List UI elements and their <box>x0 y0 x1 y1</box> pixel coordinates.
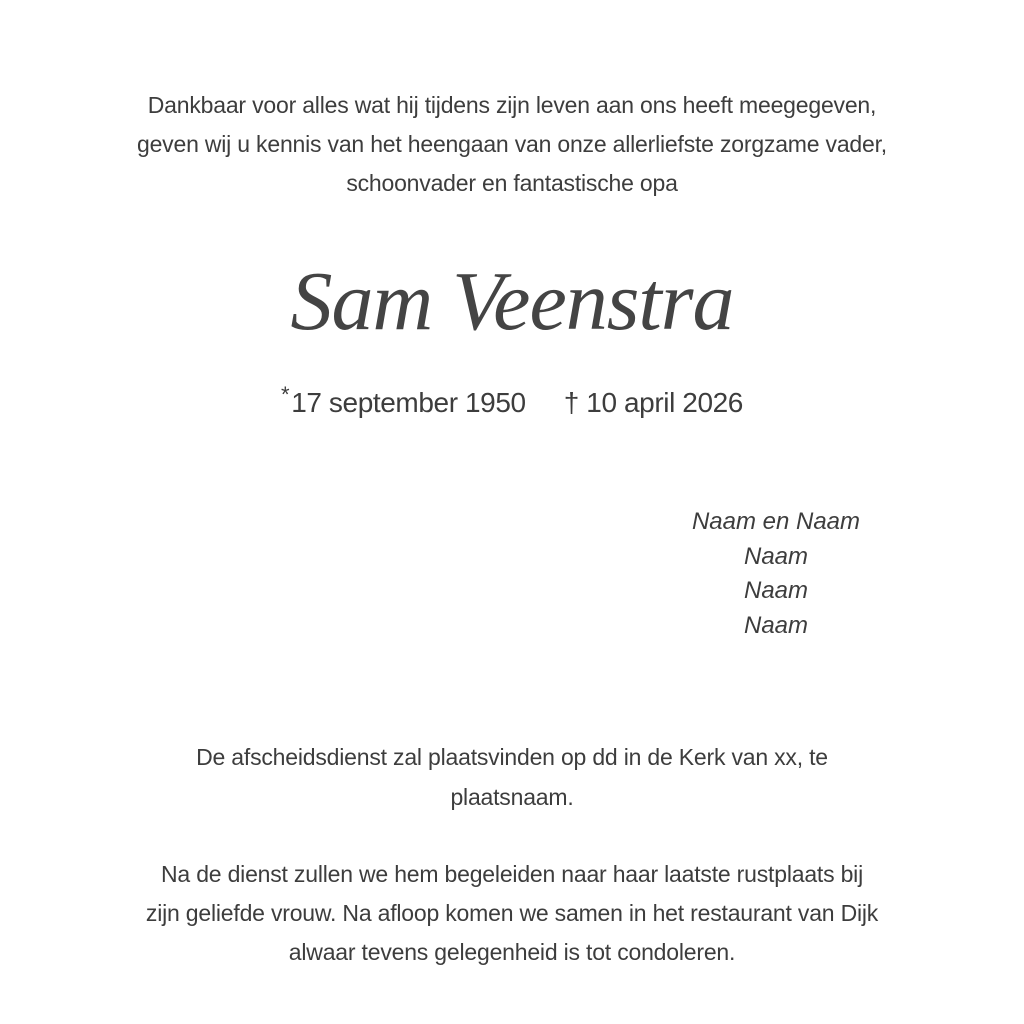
death-date: 10 april 2026 <box>586 387 743 418</box>
intro-line: schoonvader en fantastische opa <box>346 170 678 196</box>
death-symbol: † <box>563 387 579 418</box>
family-names <box>640 505 912 643</box>
service-line: plaatsnaam. <box>450 784 574 810</box>
after-service-line: Na de dienst zullen we hem begeleiden naar haar laatste rustplaats bij <box>161 861 863 887</box>
family-name: Naam <box>743 611 809 639</box>
intro-line: geven wij u kennis van het heengaan van onze allerliefste zorgzame vader, <box>137 131 887 157</box>
deceased-name: Sam Veenstra <box>290 255 734 348</box>
family-name: Naam <box>743 542 809 570</box>
birth-symbol: * <box>281 382 290 407</box>
birth-date: 17 september 1950 <box>291 387 526 418</box>
family-name: Naam en Naam <box>691 508 861 535</box>
family-name: Naam <box>743 577 809 604</box>
life-dates <box>0 373 1024 425</box>
service-line: De afscheidsdienst zal plaatsvinden op dd in de Kerk van xx, te <box>196 744 828 770</box>
intro-text <box>0 86 1024 203</box>
after-service-text <box>0 855 1024 972</box>
after-service-line: zijn geliefde vrouw. Na afloop komen we samen in het restaurant van Dijk <box>145 900 879 926</box>
service-text <box>0 737 1024 817</box>
after-service-line: alwaar tevens gelegenheid is tot condoleren. <box>288 939 736 965</box>
intro-line: Dankbaar voor alles wat hij tijdens zijn leven aan ons heeft meegegeven, <box>147 92 877 118</box>
